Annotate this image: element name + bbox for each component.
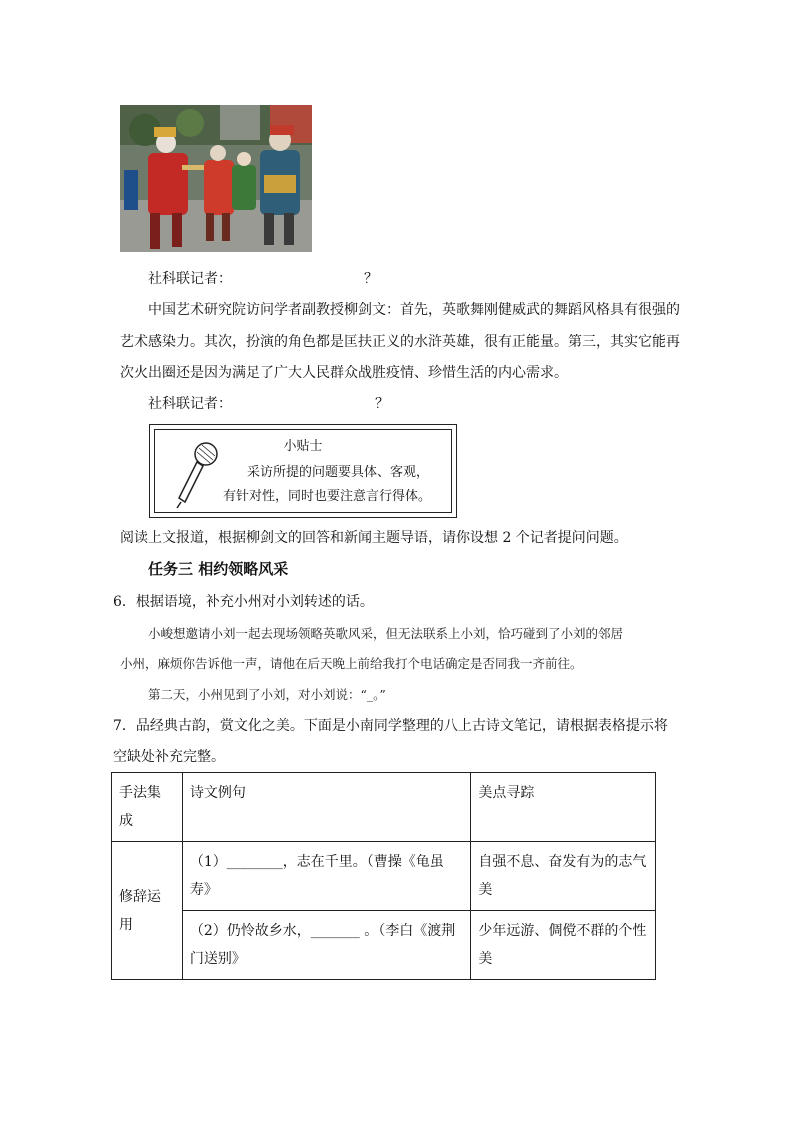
header-technique: 手法集成 — [112, 773, 183, 842]
header-beauty: 美点寻踪 — [471, 773, 656, 842]
reporter-question-2 — [148, 394, 232, 414]
question-mark: ？ — [364, 271, 378, 287]
instruction-text: 阅读上文报道，根据柳剑文的回答和新闻主题导语，请你设想 2 个记者提问问题。 — [120, 530, 628, 546]
table-header-row — [112, 773, 656, 842]
q6-story-line: 小峻想邀请小刘一起去现场领略英歌风采，但无法联系上小刘，恰巧碰到了小刘的邻居 — [148, 626, 624, 641]
example-cell: （2）仍怜故乡水，_______ 。（李白《渡荆门送别》 — [182, 911, 470, 980]
answer-line: 次火出圈还是因为满足了广大人民群众战胜疫情、珍惜生活的内心需求。 — [120, 365, 568, 381]
answer-line: 中国艺术研究院访问学者副教授柳剑文：首先，英歌舞刚健威武的舞蹈风格具有很强的 — [148, 302, 680, 318]
q7-prompt: 空缺处补充完整。 — [113, 749, 225, 765]
beauty-cell: 少年远游、倜傥不群的个性美 — [471, 911, 656, 980]
beauty-cell: 自强不息、奋发有为的志气美 — [471, 842, 656, 911]
answer-line: 艺术感染力。其次，扮演的角色都是匡扶正义的水浒英雄，很有正能量。第三，其实它能再 — [120, 334, 680, 350]
q6-story-line: 第二天，小州见到了小刘，对小刘说：“_。” — [148, 687, 386, 702]
reporter-label: 社科联记者： — [148, 271, 232, 287]
header-example: 诗文例句 — [182, 773, 470, 842]
category-cell: 修辞运用 — [112, 842, 183, 980]
tip-box — [149, 424, 457, 518]
tip-box-inner-border — [154, 429, 452, 513]
poetry-notes-table — [111, 772, 656, 980]
reporter-question-1 — [148, 269, 232, 289]
q6-prompt: 6．根据语境，补充小州对小刘转述的话。 — [113, 594, 374, 610]
table-row — [112, 842, 656, 911]
example-cell: （1）________，志在千里。（曹操《龟虽寿》 — [182, 842, 470, 911]
tip-line: 采访所提的问题要具体、客观， — [247, 465, 430, 480]
task3-heading: 任务三 相约领略风采 — [148, 560, 289, 578]
tip-title: 小贴士 — [283, 439, 323, 454]
tip-line: 有针对性，同时也要注意言行得体。 — [223, 489, 432, 504]
q7-prompt: 7．品经典古韵，赏文化之美。下面是小南同学整理的八上古诗文笔记，请根据表格提示将 — [113, 718, 668, 734]
yingge-dance-photo — [120, 105, 312, 252]
question-mark: ？ — [375, 396, 389, 412]
reporter-label: 社科联记者： — [148, 396, 232, 412]
q6-story-line: 小州，麻烦你告诉他一声，请他在后天晚上前给我打个电话确定是否同我一齐前往。 — [120, 656, 583, 671]
table-row — [112, 911, 656, 980]
